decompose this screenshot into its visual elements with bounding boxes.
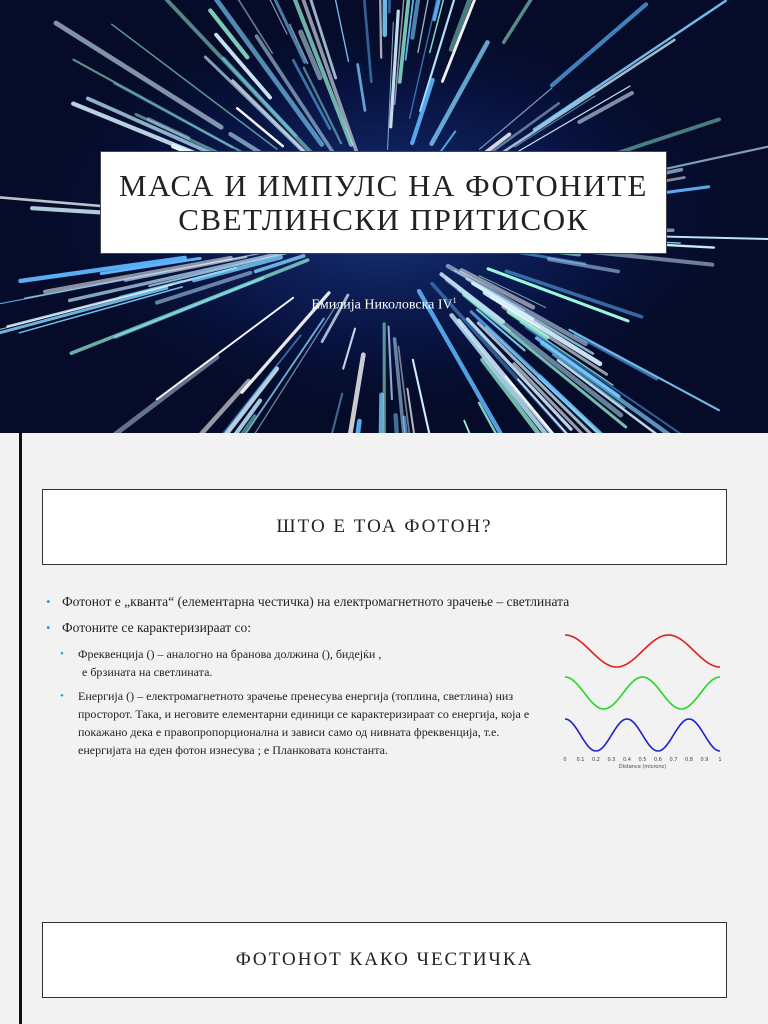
x-axis-label: Distance (microns) bbox=[618, 764, 667, 770]
wave-series-blue bbox=[565, 719, 720, 751]
bullet-text: Фотоните се карактеризираат со: bbox=[62, 620, 251, 635]
bullet-dot: • bbox=[46, 620, 51, 635]
sub-bullet-text: Енергија () – електромагнетното зрачење пренесува енергија (топлина, светлина) низ просторот. Така, и неговите елементарни единици се карактеризираат со енергија, која е покажано дека е правопропорционална и зависи само од нивната фреквенција, т.е. енергијата на еден фотон изнесува ; е Планковата константа. bbox=[78, 689, 530, 757]
x-tick-label: 0.4 bbox=[623, 757, 631, 763]
title-slide bbox=[0, 0, 768, 433]
bullet-list bbox=[44, 593, 570, 765]
title-box bbox=[100, 151, 667, 254]
bullet-photon-quantum bbox=[44, 593, 570, 611]
sub-bullet-frequency bbox=[44, 645, 544, 681]
title-line-2: СВЕТЛИНСКИ ПРИТИСОК bbox=[178, 201, 589, 237]
sub-bullet-dot: • bbox=[60, 648, 64, 660]
x-tick-label: 0.2 bbox=[592, 757, 600, 763]
sub-bullet-text-line2: е брзината на светлината. bbox=[82, 665, 213, 679]
author-superscript: 1 bbox=[452, 296, 457, 305]
title-line-1: МАСА И ИМПУЛС НА ФОТОНИТЕ bbox=[119, 167, 648, 203]
x-tick-label: 0.1 bbox=[576, 757, 585, 763]
sub-bullet-energy bbox=[44, 687, 549, 759]
x-tick-label: 0.3 bbox=[607, 757, 616, 763]
bullet-dot: • bbox=[46, 594, 51, 609]
x-tick-label: 0.7 bbox=[669, 757, 678, 763]
sub-bullet-text-line1: Фреквенција () – аналогно на бранова должина (), бидејќи , bbox=[78, 647, 382, 661]
slide-left-rule bbox=[19, 433, 22, 1024]
wave-series-red bbox=[565, 635, 720, 667]
x-tick-label: 0.8 bbox=[685, 757, 693, 763]
sub-bullet-dot: • bbox=[60, 690, 64, 702]
wave-series-green bbox=[565, 677, 720, 709]
x-tick-label: 1 bbox=[718, 757, 722, 763]
heading-photon-particle: ФОТОНОТ КАКО ЧЕСТИЧКА bbox=[235, 949, 534, 970]
x-tick-label: 0 bbox=[563, 757, 567, 763]
x-tick-label: 0.6 bbox=[654, 757, 662, 763]
x-tick-label: 0.5 bbox=[638, 757, 647, 763]
content-slide bbox=[0, 433, 768, 1024]
x-tick-label: 0.9 bbox=[700, 757, 709, 763]
wave-chart bbox=[558, 623, 728, 783]
bullet-text: Фотонот е „кванта“ (елементарна честичка) на електромагнетното зрачење – светлината bbox=[62, 594, 570, 609]
heading-what-is-photon: ШТО Е ТОА ФОТОН? bbox=[276, 516, 493, 537]
light-streak bbox=[385, 0, 386, 35]
heading-box-what-is-photon bbox=[42, 489, 727, 565]
author-text: Емилија Николовска IV bbox=[311, 297, 453, 313]
bullet-photon-characteristics bbox=[44, 619, 544, 637]
heading-box-photon-particle bbox=[42, 922, 727, 998]
author-name bbox=[0, 296, 768, 314]
